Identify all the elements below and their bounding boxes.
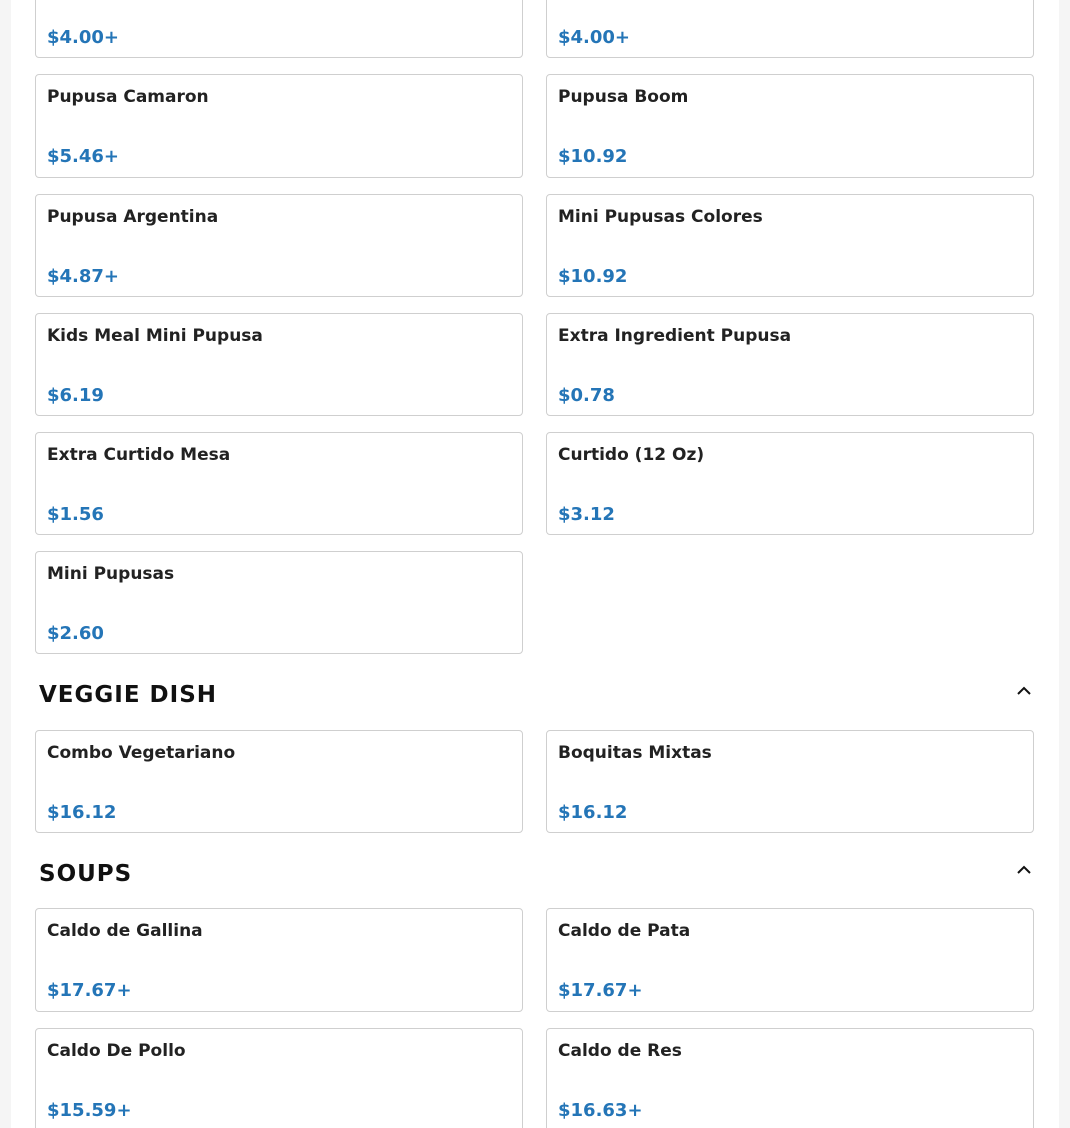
menu-item-price: $2.60 xyxy=(47,623,104,644)
menu-item-price: $1.56 xyxy=(47,504,104,525)
menu-item-name: Pupusa Boom xyxy=(558,87,689,107)
menu-item-price: $0.78 xyxy=(558,385,615,406)
menu-item-card[interactable] xyxy=(546,0,1034,58)
menu-item-name: Pupusa Argentina xyxy=(47,207,219,227)
menu-item-card[interactable] xyxy=(35,908,523,1012)
chevron-up-icon[interactable] xyxy=(1014,681,1034,701)
menu-item-card[interactable] xyxy=(35,1028,523,1128)
menu-item-card[interactable] xyxy=(546,74,1034,178)
menu-item-price: $10.92 xyxy=(558,266,628,287)
menu-item-price: $16.63+ xyxy=(558,1100,643,1121)
menu-item-card[interactable] xyxy=(546,1028,1034,1128)
menu-item-card[interactable] xyxy=(546,194,1034,297)
menu-page xyxy=(11,0,1059,1128)
menu-item-name: Pupusa Camaron xyxy=(47,87,209,107)
menu-item-name: Kids Meal Mini Pupusa xyxy=(47,326,263,346)
menu-item-card[interactable] xyxy=(35,74,523,178)
menu-item-card[interactable] xyxy=(546,908,1034,1012)
menu-item-card[interactable] xyxy=(546,313,1034,416)
menu-item-price: $15.59+ xyxy=(47,1100,132,1121)
menu-item-name: Mini Pupusas Colores xyxy=(558,207,763,227)
menu-item-name: Caldo de Gallina xyxy=(47,921,203,941)
menu-item-card[interactable] xyxy=(35,313,523,416)
menu-item-price: $6.19 xyxy=(47,385,104,406)
menu-item-card[interactable] xyxy=(546,730,1034,833)
menu-item-price: $4.00+ xyxy=(47,27,120,48)
menu-item-name: Mini Pupusas xyxy=(47,564,175,584)
menu-item-name: Caldo de Res xyxy=(558,1041,682,1061)
section-title: VEGGIE DISH xyxy=(39,682,218,708)
menu-item-price: $4.87+ xyxy=(47,266,120,287)
soups-section-header[interactable] xyxy=(35,857,1034,897)
menu-item-price: $16.12 xyxy=(558,802,628,823)
menu-item-card[interactable] xyxy=(35,432,523,535)
menu-item-card[interactable] xyxy=(546,432,1034,535)
menu-item-price: $4.00+ xyxy=(558,27,631,48)
menu-item-price: $17.67+ xyxy=(47,980,132,1001)
section-title: SOUPS xyxy=(39,861,133,887)
menu-item-card[interactable] xyxy=(35,551,523,654)
veggie-dish-section-header[interactable] xyxy=(35,678,1034,718)
menu-item-name: Boquitas Mixtas xyxy=(558,743,712,763)
menu-item-card[interactable] xyxy=(35,0,523,58)
menu-item-price: $5.46+ xyxy=(47,146,120,167)
menu-item-name: Extra Ingredient Pupusa xyxy=(558,326,792,346)
menu-item-price: $16.12 xyxy=(47,802,117,823)
menu-item-price: $10.92 xyxy=(558,146,628,167)
menu-item-price: $3.12 xyxy=(558,504,615,525)
menu-item-price: $17.67+ xyxy=(558,980,643,1001)
menu-item-name: Caldo de Pata xyxy=(558,921,691,941)
menu-item-name: Curtido (12 Oz) xyxy=(558,445,705,465)
menu-item-name: Extra Curtido Mesa xyxy=(47,445,231,465)
menu-item-name: Combo Vegetariano xyxy=(47,743,236,763)
chevron-up-icon[interactable] xyxy=(1014,860,1034,880)
menu-item-card[interactable] xyxy=(35,194,523,297)
menu-item-card[interactable] xyxy=(35,730,523,833)
menu-item-name: Caldo De Pollo xyxy=(47,1041,186,1061)
